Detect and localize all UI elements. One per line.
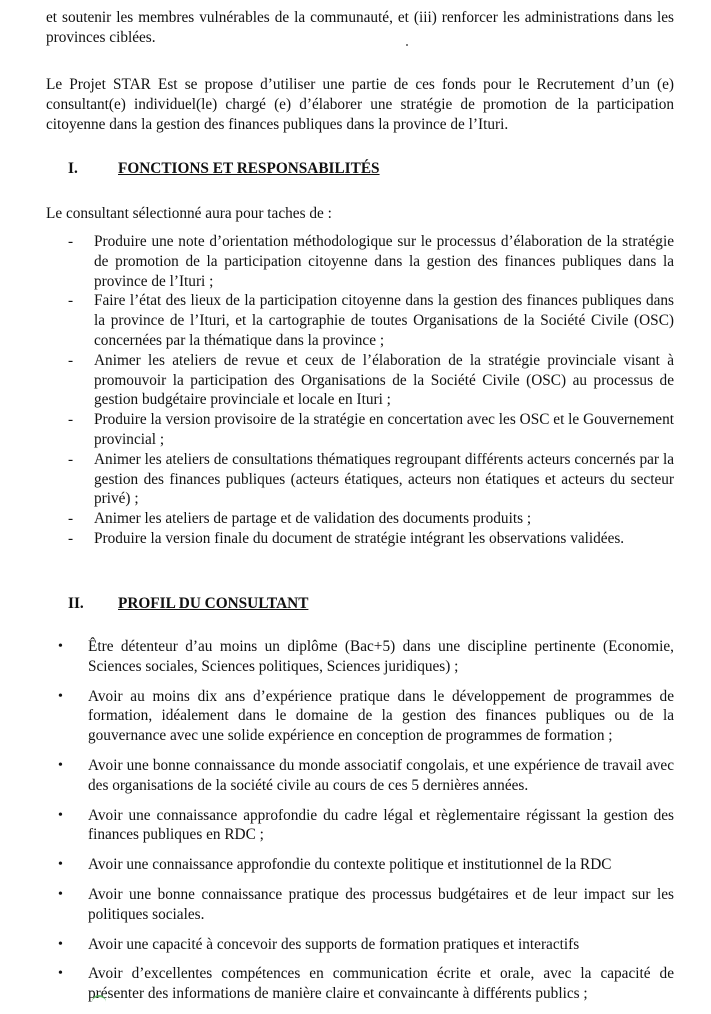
intro-continuation-paragraph: et soutenir les membres vulnérables de la communauté, et (iii) renforcer les administrations dans les provinces ciblées.: [46, 9, 674, 46]
bullet-marker: •: [58, 757, 63, 773]
requirement-text: Avoir une connaissance approfondie du contexte politique et institutionnel de la RDC: [88, 856, 612, 874]
requirement-text: Avoir une connaissance approfondie du cadre légal et règlementaire régissant la gestion des finances publiques en RDC ;: [88, 806, 674, 844]
bullet-marker: •: [58, 807, 63, 823]
bullet-marker: •: [58, 936, 63, 952]
bullet-marker: •: [58, 966, 63, 982]
bullet-marker: •: [58, 688, 63, 704]
task-text: Animer les ateliers de consultations thématiques regroupant différents acteurs concernés par la gestion des finances publiques (acteurs étatiques, acteurs non étatiques et acteurs du secteur privé) ;: [94, 450, 674, 508]
requirement-item: [46, 855, 674, 875]
dash-marker: -: [68, 450, 74, 468]
requirement-item: [46, 687, 674, 746]
task-text: Produire une note d’orientation méthodologique sur le processus d’élaboration de la stratégie de promotion de la participation citoyenne dans la gestion des finances publiques dans la province de l’Ituri ;: [94, 233, 674, 290]
dash-marker: -: [68, 411, 74, 429]
requirement-item: [46, 756, 674, 796]
section-2-number: II.: [68, 595, 84, 612]
section-1-title: FONCTIONS ET RESPONSABILITÉS: [118, 160, 380, 177]
scan-speck: [406, 44, 408, 46]
dash-marker: -: [68, 351, 74, 369]
requirement-item: [46, 885, 674, 925]
requirement-text: Avoir au moins dix ans d’expérience pratique dans le développement de programmes de formation, idéalement dans le domaine de la gestion des finances publiques ou de la gouvernance avec une solide expérience en conception de programmes de formation ;: [88, 687, 674, 745]
section-1-heading: [68, 159, 380, 179]
requirement-text: Avoir une bonne connaissance du monde associatif congolais, et une expérience de travail avec des organisations de la société civile au cours de ces 5 dernières années.: [88, 756, 674, 794]
dash-marker: -: [68, 233, 74, 250]
task-text: Animer les ateliers de revue et ceux de l’élaboration de la stratégie provinciale visant à promouvoir la participation des Organisations de la Société Civile (OSC) au processus de gestion budgétaire provinciale et locale en Ituri ;: [94, 351, 674, 409]
dash-marker: -: [68, 510, 74, 528]
task-item: [46, 529, 674, 549]
requirement-text: Avoir une bonne connaissance pratique des processus budgétaires et de leur impact sur les politiques sociales.: [88, 885, 674, 923]
task-item: [46, 450, 674, 509]
task-list: [46, 232, 674, 549]
task-item: [46, 351, 674, 410]
requirement-item: [46, 806, 674, 846]
task-text: Faire l’état des lieux de la participation citoyenne dans la gestion des finances publiques dans la province de l’Ituri, et la cartographie de toutes Organisations de la Société Civile (OSC) concernées par la thématique dans la province ;: [94, 292, 674, 349]
section-1-lead: Le consultant sélectionné aura pour taches de :: [46, 205, 332, 222]
task-item: [46, 232, 674, 291]
bullet-marker: •: [58, 639, 63, 654]
section-1-number: I.: [68, 160, 78, 177]
dash-marker: -: [68, 529, 74, 547]
task-text: Produire la version provisoire de la stratégie en concertation avec les OSC et le Gouvernement provincial ;: [94, 411, 674, 448]
task-item: [46, 410, 674, 450]
task-text: Animer les ateliers de partage et de validation des documents produits ;: [94, 510, 532, 528]
requirement-text: Être détenteur d’au moins un diplôme (Bac+5) dans une discipline pertinente (Economie, Sciences sociales, Sciences politiques, Sciences juridiques) ;: [88, 638, 674, 675]
task-item: [46, 291, 674, 350]
requirement-item: [46, 935, 674, 955]
requirement-text: Avoir une capacité à concevoir des supports de formation pratiques et interactifs: [88, 935, 580, 953]
requirement-item: [46, 964, 674, 1004]
bullet-marker: •: [58, 857, 63, 873]
project-purpose-paragraph: Le Projet STAR Est se propose d’utiliser une partie de ces fonds pour le Recrutement d’un (e) consultant(e) individuel(le) chargé (e) d’élaborer une stratégie de promotion de la participation citoyenne dans la gestion des finances publiques dans la province de l’Ituri.: [46, 76, 674, 133]
requirement-item: [46, 637, 674, 677]
task-item: [46, 509, 674, 529]
section-2-heading: [68, 594, 308, 614]
task-text: Produire la version finale du document de stratégie intégrant les observations validées.: [94, 529, 625, 547]
stamp-fragment: [92, 995, 106, 1005]
bullet-marker: •: [58, 886, 63, 902]
dash-marker: -: [68, 292, 74, 310]
requirement-list: [46, 637, 674, 1014]
section-2-title: PROFIL DU CONSULTANT: [118, 595, 309, 612]
requirement-text: Avoir d’excellentes compétences en communication écrite et orale, avec la capacité de présenter des informations de manière claire et convaincante à différents publics ;: [88, 965, 674, 1003]
